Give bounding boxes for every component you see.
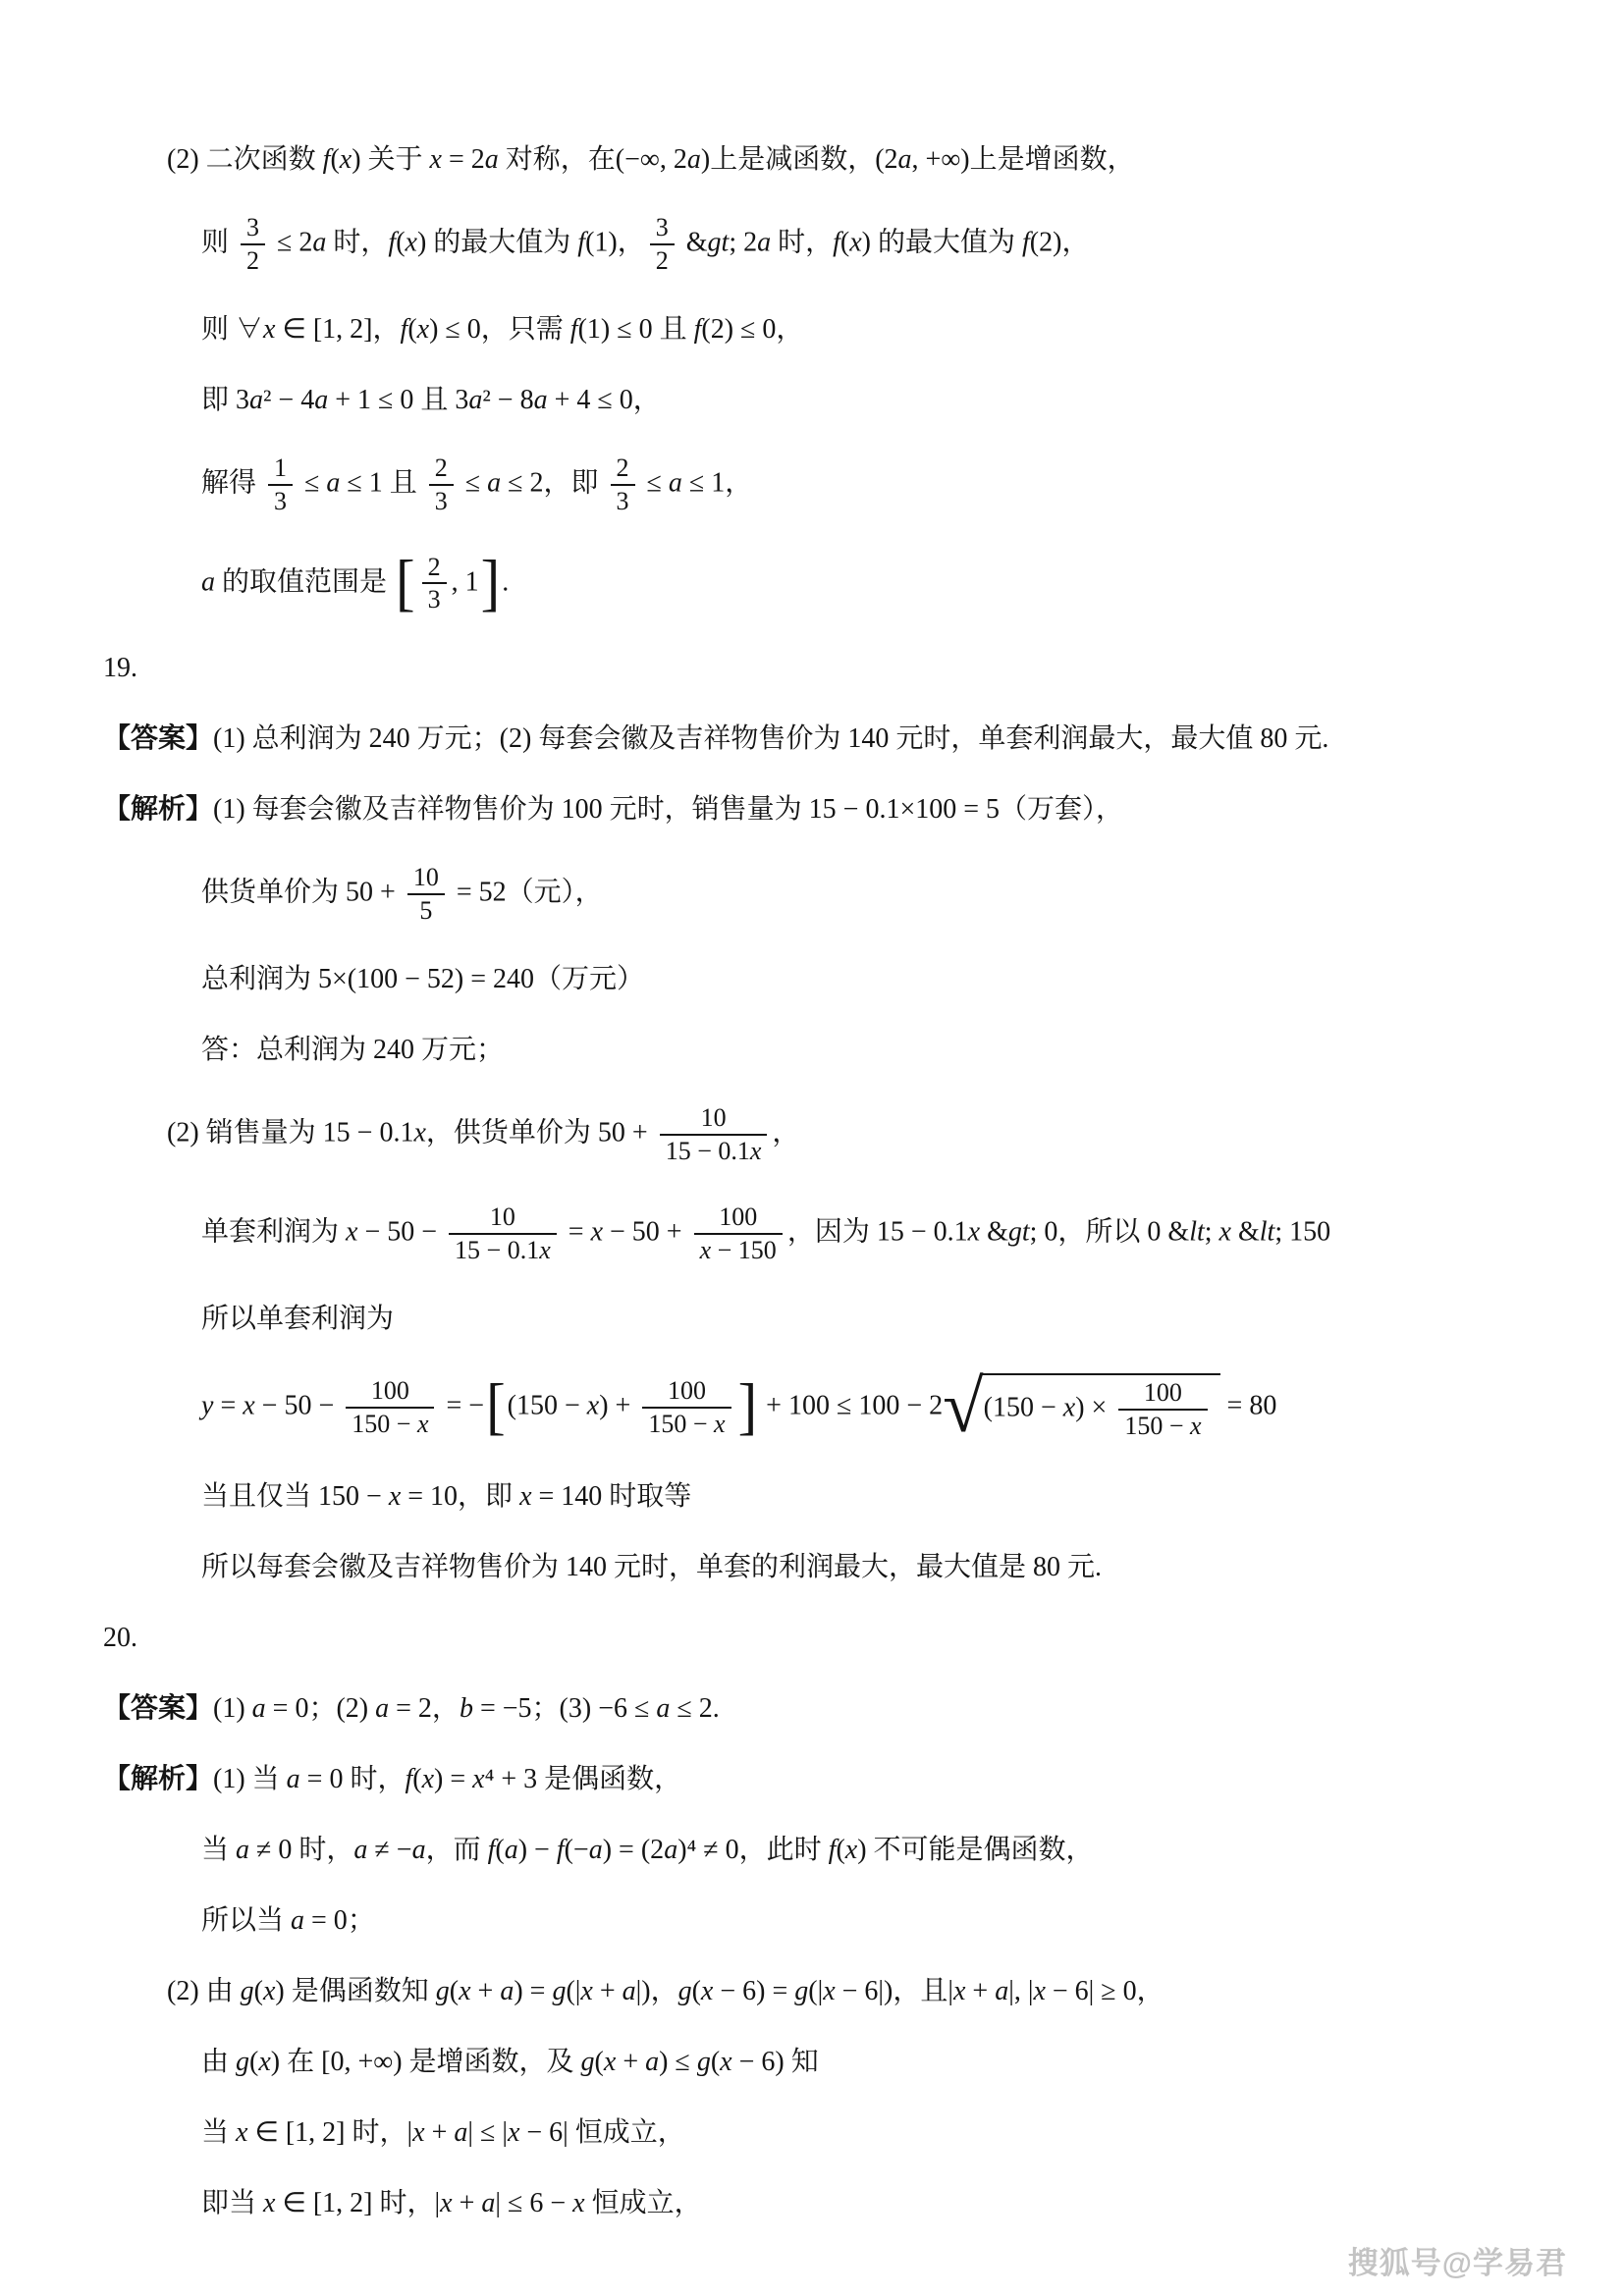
text-run: 时取等 [602, 1480, 692, 1512]
text-run: (1) 总利润为 240 万元；(2) 每套会徽及吉祥物售价为 140 元时，单套利润最大，最大值 80 元. [213, 723, 1329, 755]
text-run: 时， [343, 1763, 406, 1794]
text-run: 且 [382, 467, 424, 499]
fraction-numerator: 1 [268, 454, 293, 486]
text-run: 是偶函数知 [284, 1975, 436, 2006]
math-run: f(1) [577, 227, 618, 258]
fraction [650, 213, 675, 276]
text-run: ， [1061, 227, 1090, 258]
math-run: b = −5 [459, 1692, 532, 1724]
math-run: −6 ≤ a ≤ 2 [598, 1692, 713, 1724]
fraction-denominator: 3 [427, 585, 441, 614]
text-run: (1) [213, 1692, 252, 1724]
solution-line [0, 1550, 1624, 1584]
fraction-denominator: 3 [434, 486, 448, 515]
fraction-denominator: 3 [616, 486, 629, 515]
math-run: f(x) [828, 1834, 867, 1865]
fraction [611, 454, 635, 516]
text-run: 总利润为 [201, 964, 319, 995]
text-run: 且 [413, 384, 456, 415]
math-run: g(x) [240, 1975, 285, 2006]
fraction-numerator: 3 [650, 213, 675, 245]
text-run: ，而 [425, 1834, 488, 1865]
solution-line [0, 1762, 1624, 1796]
fraction-denominator: x − 150 [699, 1235, 777, 1264]
text-run: (2) 由 [167, 1975, 241, 2006]
fraction [268, 454, 293, 516]
math-run: &gt; 2a [678, 227, 772, 258]
math-run: g(x + a) = g(|x + a|) [435, 1975, 651, 2006]
math-run: f(2) [1022, 227, 1062, 258]
math-run: , 1 [451, 565, 479, 597]
text-run: (2) 销售量为 [167, 1117, 323, 1148]
math-run: (150 − x) × [983, 1392, 1114, 1423]
fraction-numerator: 10 [407, 863, 445, 895]
math-run: f(2) ≤ 0 [693, 313, 777, 345]
text-run: 即当 [201, 2187, 264, 2218]
text-run: 在 [280, 2046, 322, 2077]
text-run: 19. [103, 653, 137, 684]
math-run: f(1) ≤ 0 [569, 313, 653, 345]
fraction-denominator: 15 − 0.1x [455, 1235, 551, 1264]
fraction-denominator: 150 − x [1124, 1412, 1202, 1441]
big-bracket: [ [396, 547, 415, 618]
math-run: x = 2a [429, 144, 499, 175]
text-run: 恒成立， [568, 2116, 685, 2148]
fraction-denominator: 2 [655, 245, 669, 275]
text-run: 单套利润为 [201, 1216, 347, 1248]
text-run: 时， [372, 2187, 435, 2218]
text-run: ，所以 [1057, 1216, 1148, 1248]
math-run: |x + a| ≤ |x − 6| [406, 2116, 568, 2148]
math-run: f(x) [388, 227, 427, 258]
fraction [694, 1202, 783, 1265]
text-run: （万套）， [1000, 794, 1124, 826]
fraction [346, 1376, 434, 1439]
math-run: 15 − 0.1x &gt; 0 [876, 1216, 1058, 1248]
math-run: g(x + a) ≤ g(x − 6) [580, 2046, 785, 2077]
math-run: f(x) [833, 227, 871, 258]
text-run: 则 [201, 227, 237, 258]
math-run: f(a) − f(−a) = (2a)⁴ ≠ 0 [487, 1834, 739, 1865]
text-run: 且 [652, 313, 694, 345]
solution-line [0, 2186, 1624, 2220]
text-run: ；(2) [308, 1692, 376, 1724]
solution-line [0, 213, 1624, 276]
math-run: ≤ a ≤ 2 [458, 467, 544, 499]
fraction-numerator: 3 [241, 213, 265, 245]
text-run: ，即 [458, 1480, 520, 1512]
text-run: ； [347, 1904, 375, 1936]
math-run: 5×(100 − 52) = 240 [318, 964, 535, 995]
text-run: 答：总利润为 240 万元； [201, 1035, 505, 1066]
math-run: x − 50 − [346, 1216, 445, 1248]
solution-line [0, 1621, 1624, 1655]
solution-line [0, 792, 1624, 827]
fraction [429, 454, 454, 516]
fraction-denominator: 150 − x [648, 1409, 726, 1438]
watermark: 搜狐号@学易君 [1347, 2246, 1567, 2280]
text-run: ， [372, 313, 401, 345]
math-run: a ≠ 0 [236, 1834, 293, 1865]
fraction-numerator: 100 [642, 1376, 731, 1409]
text-run: ， [772, 1117, 800, 1148]
fraction-numerator: 2 [611, 454, 635, 486]
text-run: 当且仅当 [201, 1480, 319, 1512]
fraction-denominator: 150 − x [352, 1409, 429, 1438]
text-run: 解得 [201, 467, 264, 499]
text-run: 当 [201, 2116, 237, 2148]
text-run: ， [650, 1975, 678, 2006]
label-run: 【解析】 [103, 1763, 214, 1794]
text-run: 由 [201, 2046, 237, 2077]
math-run: a = 0 [251, 1692, 309, 1724]
text-run: 的最大值为 [870, 227, 1022, 258]
math-run: g(x − 6) = g(|x − 6|) [677, 1975, 893, 2006]
fraction-denominator: 5 [419, 896, 433, 926]
text-run: 时， [292, 1834, 354, 1865]
math-run: 50 + [346, 877, 403, 908]
math-run: g(x) [236, 2046, 281, 2077]
fraction [241, 213, 265, 276]
text-run: 供货单价为 [201, 877, 347, 908]
math-run: (150 − x) + [507, 1390, 638, 1421]
text-run: ，即 [543, 467, 606, 499]
big-bracket: [ [486, 1370, 506, 1442]
text-run: （万元） [534, 964, 645, 995]
fraction [449, 1202, 557, 1265]
math-run: f(x) = x⁴ + 3 [405, 1763, 538, 1794]
solution-line [0, 312, 1624, 347]
math-run: = 52 [449, 877, 507, 908]
text-run: ， [1136, 1975, 1164, 2006]
fraction-denominator: 3 [274, 486, 288, 515]
fraction-numerator: 2 [429, 454, 454, 486]
label-run: 【答案】 [103, 1692, 214, 1724]
math-run: = 80 [1219, 1390, 1277, 1421]
math-run: |x + a| ≤ 6 − x [434, 2187, 585, 2218]
text-run: . [502, 565, 510, 597]
text-run: 的取值范围是 [215, 565, 395, 597]
math-run: = − [439, 1390, 485, 1421]
text-run: ， [725, 467, 753, 499]
radical-sign: √ [943, 1365, 984, 1448]
text-run: 是增函数，及 [402, 2046, 581, 2077]
solution-line [0, 142, 1624, 177]
math-run: f(x) ≤ 0 [400, 313, 481, 345]
text-run: 即 [201, 384, 237, 415]
fraction [1118, 1378, 1207, 1441]
solution-line [0, 2045, 1624, 2079]
text-run: ， [632, 384, 661, 415]
math-run: 15 − 0.1x [322, 1117, 426, 1148]
text-run: 所以每套会徽及吉祥物售价为 140 元时，单套的利润最大，最大值是 80 元. [201, 1551, 1103, 1582]
fraction [407, 863, 445, 926]
text-run: ，只需 [480, 313, 570, 345]
text-run: （元）， [506, 877, 603, 908]
solution-line [0, 1974, 1624, 2008]
solution-line [0, 1302, 1624, 1336]
text-run: . [712, 1692, 720, 1724]
text-run: 关于 [360, 144, 430, 175]
text-run: ， [431, 1692, 460, 1724]
fraction-numerator: 100 [346, 1376, 434, 1409]
math-run: 3a² − 4a + 1 ≤ 0 [236, 384, 414, 415]
text-run: 时， [778, 227, 834, 258]
text-run: 时， [333, 227, 389, 258]
text-run: (1) 每套会徽及吉祥物售价为 100 元时，销售量为 [213, 794, 809, 826]
text-run: ，且 [893, 1975, 948, 2006]
solution-line [0, 721, 1624, 756]
solution-line [0, 454, 1624, 516]
solution-line [0, 962, 1624, 996]
text-run: ，此时 [738, 1834, 829, 1865]
solution-line [0, 1833, 1624, 1867]
fraction-numerator: 100 [1118, 1378, 1207, 1411]
text-run: 对称，在 [498, 144, 616, 175]
math-run: ≤ a ≤ 1 [298, 467, 383, 499]
text-run: (1) 当 [213, 1763, 287, 1794]
math-run: (2a, +∞) [875, 144, 970, 175]
fraction-denominator: 15 − 0.1x [665, 1137, 762, 1166]
text-run: ，因为 [786, 1216, 877, 1248]
text-run: 则 [201, 313, 237, 345]
text-run: 所以单套利润为 [201, 1303, 395, 1334]
big-bracket: ] [737, 1370, 758, 1442]
solution-line [0, 863, 1624, 926]
math-run: 0 &lt; x &lt; 150 [1147, 1216, 1331, 1248]
math-run: x ∈ [1, 2] [236, 2116, 346, 2148]
solution-line [0, 1903, 1624, 1938]
math-run: ≤ a ≤ 1 [639, 467, 726, 499]
solution-line [0, 1479, 1624, 1514]
big-bracket: ] [480, 547, 501, 618]
math-run: [0, +∞) [321, 2046, 403, 2077]
math-run: ≤ 2a [270, 227, 327, 258]
math-run: ∀x ∈ [1, 2] [236, 313, 373, 345]
math-run: x ∈ [1, 2] [263, 2187, 373, 2218]
fraction-numerator: 2 [422, 553, 447, 585]
label-run: 【答案】 [103, 723, 214, 755]
math-run: (−∞, 2a) [615, 144, 711, 175]
math-run: a [201, 565, 215, 597]
solution-line [0, 651, 1624, 685]
text-run: ， [776, 313, 804, 345]
sqrt-radical [943, 1365, 1219, 1448]
radicand [980, 1373, 1220, 1441]
solution-line [0, 1103, 1624, 1166]
math-run: f(x) [322, 144, 361, 175]
math-run: 50 + [597, 1117, 655, 1148]
text-run: 不可能是偶函数， [866, 1834, 1094, 1865]
text-run: 恒成立， [584, 2187, 702, 2218]
math-run: a ≠ −a [353, 1834, 426, 1865]
text-run: 上是减函数， [710, 144, 876, 175]
fraction [660, 1103, 768, 1166]
math-run: x = 140 [519, 1480, 603, 1512]
text-run: ，供货单价为 [425, 1117, 598, 1148]
math-run: |x + a|, |x − 6| ≥ 0 [947, 1975, 1137, 2006]
math-run: 15 − 0.1×100 = 5 [808, 794, 1001, 826]
text-run: (2) 二次函数 [167, 144, 323, 175]
solution-line [0, 1033, 1624, 1067]
math-run: 3a² − 8a + 4 ≤ 0 [455, 384, 633, 415]
fraction-denominator: 2 [246, 245, 260, 275]
fraction-numerator: 10 [449, 1202, 557, 1235]
math-run: 150 − x = 10 [318, 1480, 459, 1512]
solution-line [0, 1691, 1624, 1726]
text-run: ；(3) [531, 1692, 599, 1724]
text-run: 是偶函数， [537, 1763, 682, 1794]
solution-line [0, 383, 1624, 417]
solution-line [0, 1365, 1624, 1448]
text-run: 时， [345, 2116, 407, 2148]
math-run: a = 2 [375, 1692, 432, 1724]
fraction [642, 1376, 731, 1439]
text-run: ， [617, 227, 645, 258]
solution-line [0, 2115, 1624, 2150]
label-run: 【解析】 [103, 794, 214, 826]
math-run: a = 0 [286, 1763, 344, 1794]
math-run: a = 0 [291, 1904, 348, 1936]
text-run: 当 [201, 1834, 237, 1865]
math-run: y = x − 50 − [201, 1390, 342, 1421]
text-run: 20. [103, 1622, 137, 1653]
fraction-numerator: 100 [694, 1202, 783, 1235]
text-run: 的最大值为 [426, 227, 578, 258]
solution-line [0, 547, 1624, 618]
text-run: 知 [784, 2046, 819, 2077]
solution-line [0, 1202, 1624, 1265]
text-run: 上是增函数， [969, 144, 1135, 175]
text-run: 所以当 [201, 1904, 292, 1936]
math-run: = x − 50 + [561, 1216, 689, 1248]
fraction-numerator: 10 [660, 1103, 768, 1136]
math-run: + 100 ≤ 100 − 2 [759, 1390, 944, 1421]
fraction [422, 553, 447, 615]
